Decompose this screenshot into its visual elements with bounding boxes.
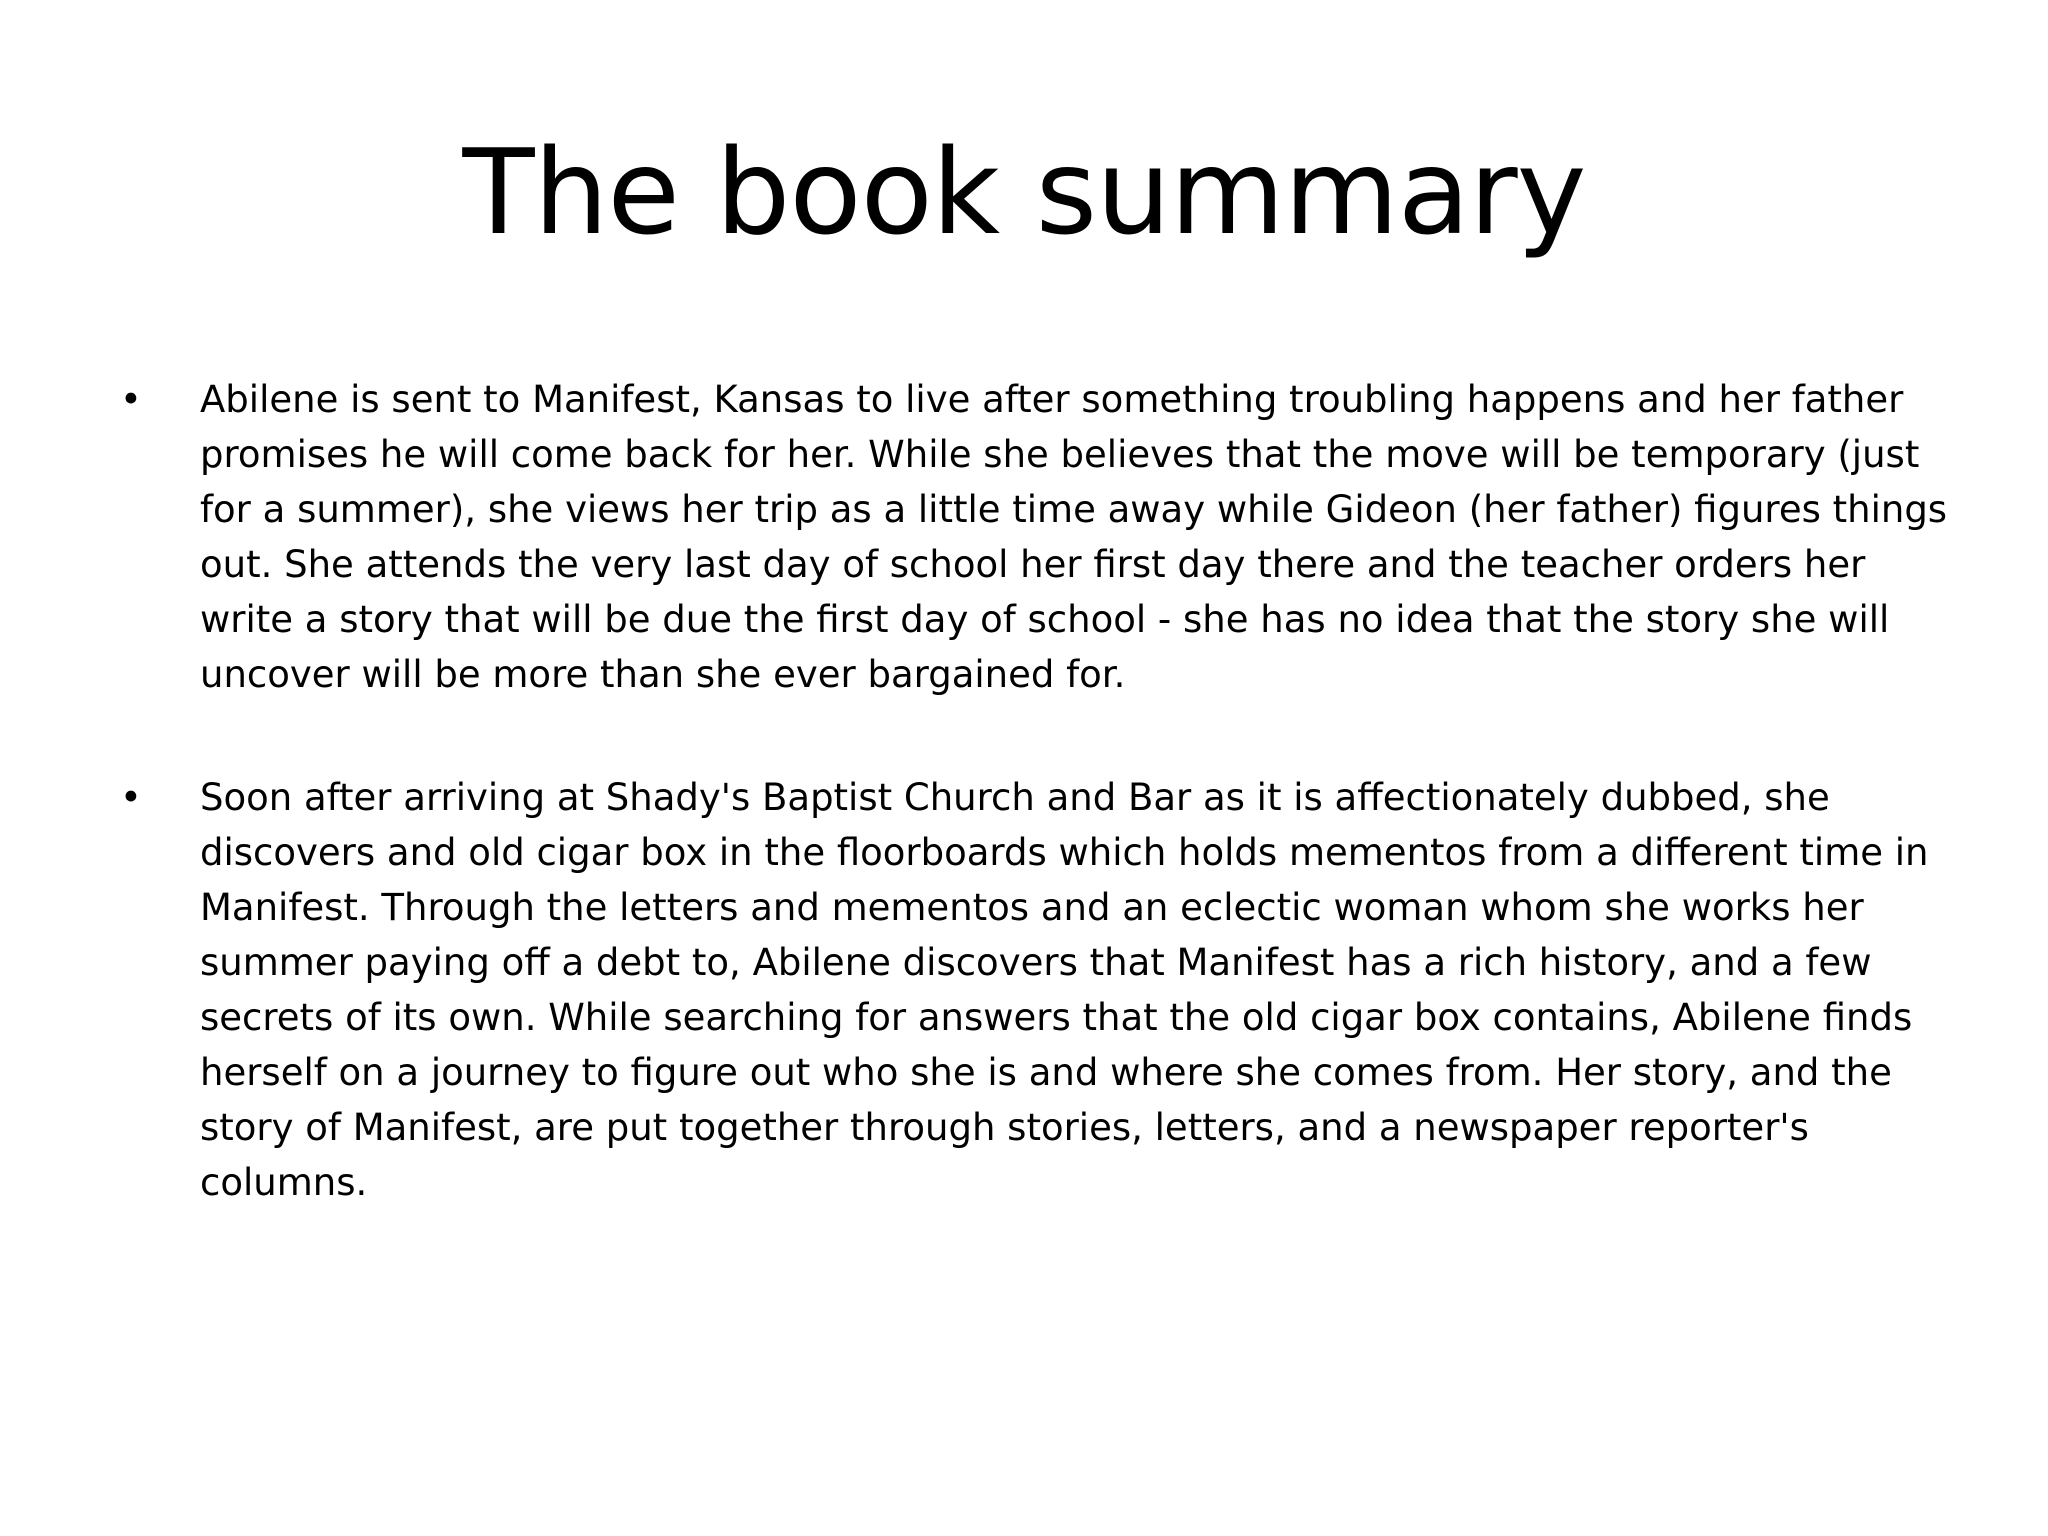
bullet-text: Soon after arriving at Shady's Baptist Church and Bar as it is affectionately dubbed, she discovers and old cigar box in the floorboards which holds mementos from a different time in Manifest. Through the letters and mementos and an eclectic woman whom she works her summer paying off a debt to, Abilene discovers that Manifest has a rich history, and a few secrets of its own. While searching for answers that the old cigar box contains, Abilene finds herself on a journey to figure out who she is and where she comes from. Her story, and the story of Manifest, are put together through stories, letters, and a newspaper reporter's columns. <box>200 776 1929 1204</box>
bullet-icon: • <box>120 378 142 421</box>
bullet-text: Abilene is sent to Manifest, Kansas to live after something troubling happens and her father promises he will come back for her. While she believes that the move will be temporary (just for a summer), she views her trip as a little time away while Gideon (her father) figures things out. She attends the very last day of school her first day there and the teacher orders her write a story that will be due the first day of school - she has no idea that the story she will uncover will be more than she ever bargained for. <box>200 378 1948 696</box>
slide-title: The book summary <box>462 123 1586 261</box>
bullet-item <box>120 770 1950 1210</box>
bullet-item <box>120 372 1950 702</box>
bullet-list <box>120 372 1950 1278</box>
bullet-icon: • <box>120 776 142 819</box>
